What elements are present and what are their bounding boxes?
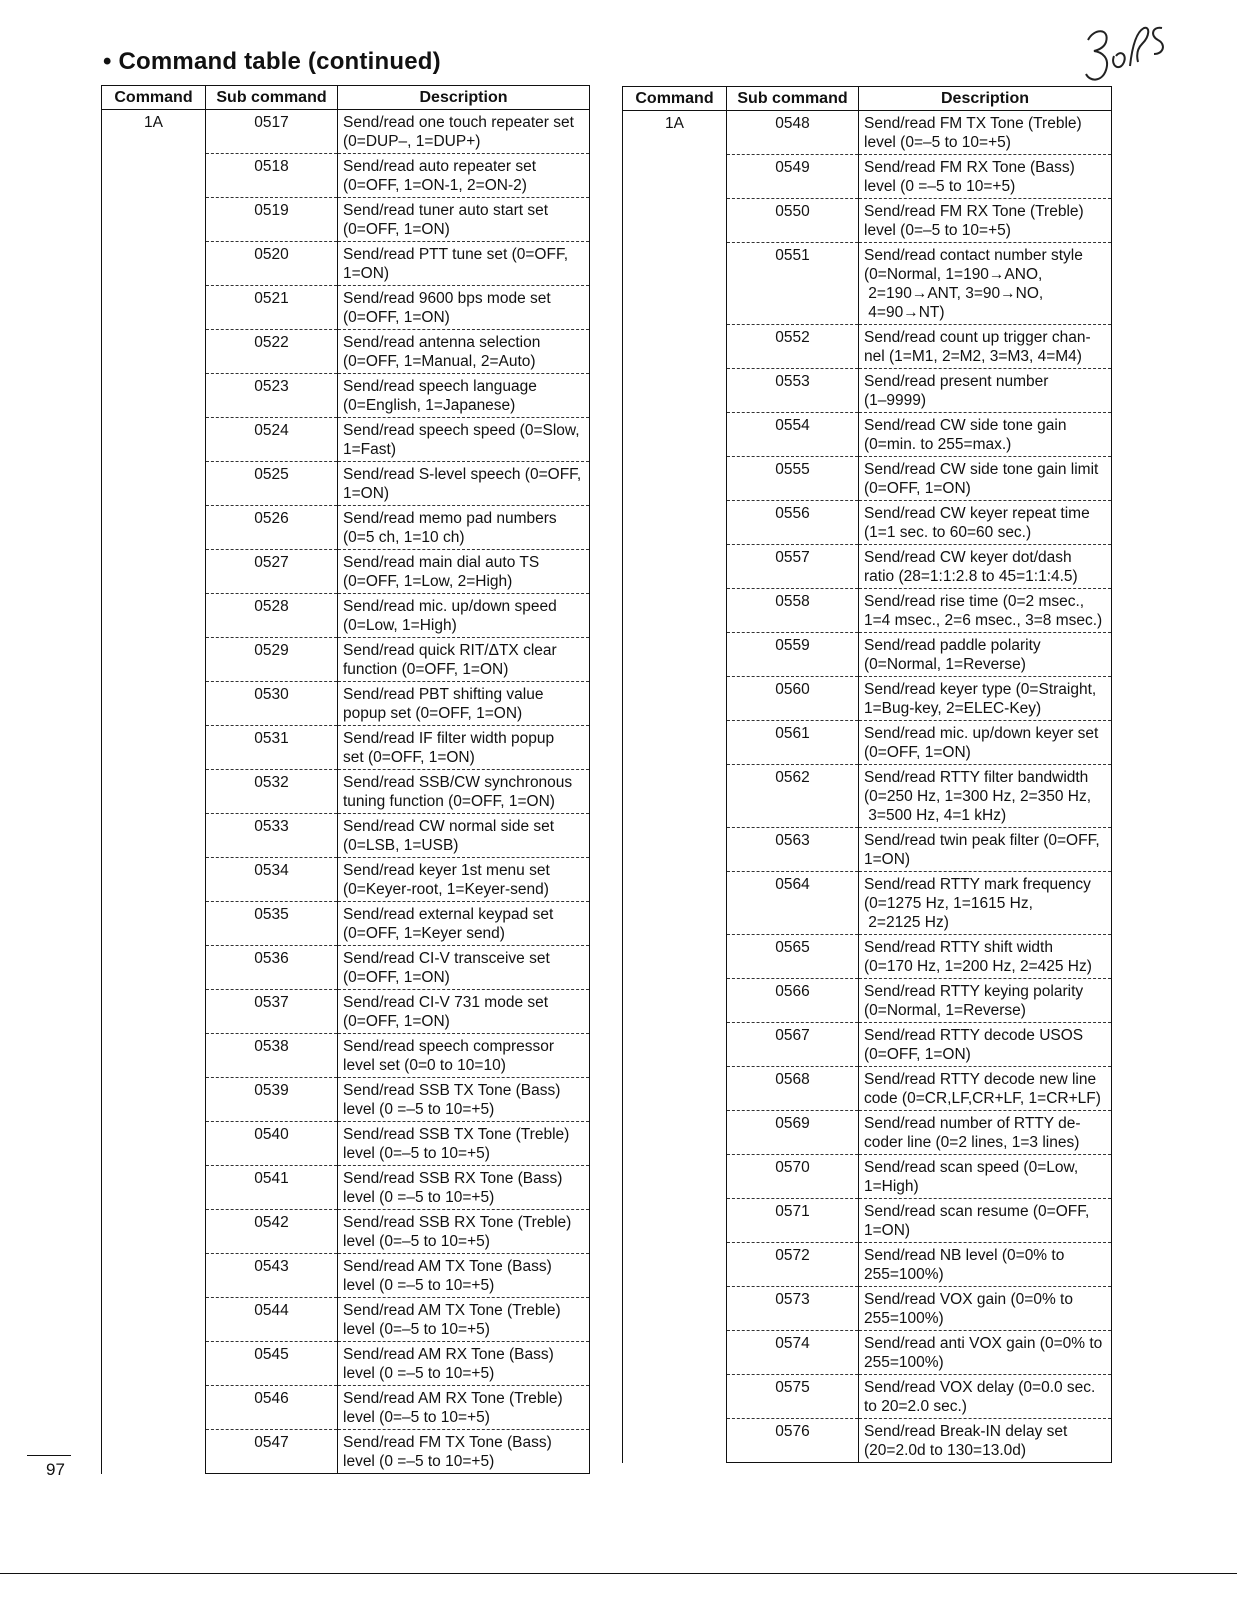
sub-command-cell: 0533: [206, 814, 338, 858]
sub-command-cell: 0534: [206, 858, 338, 902]
table-row: [102, 110, 590, 154]
sub-command-cell: 0562: [727, 765, 859, 828]
description-cell: Send/read SSB RX Tone (Treble) level (0=–5 to 10=+5): [338, 1210, 590, 1254]
description-cell: Send/read SSB/CW synchronous tuning function (0=OFF, 1=ON): [338, 770, 590, 814]
handwritten-page-mark: [1080, 18, 1175, 90]
header-command: Command: [623, 87, 727, 111]
description-cell: Send/read RTTY decode new line code (0=CR,LF,CR+LF, 1=CR+LF): [859, 1067, 1112, 1111]
sub-command-cell: 0521: [206, 286, 338, 330]
table-row: [623, 111, 1112, 155]
description-cell: Send/read AM RX Tone (Bass) level (0 =–5 to 10=+5): [338, 1342, 590, 1386]
sub-command-cell: 0544: [206, 1298, 338, 1342]
header-command: Command: [102, 86, 206, 110]
sub-command-cell: 0542: [206, 1210, 338, 1254]
description-cell: Send/read FM RX Tone (Treble) level (0=–5 to 10=+5): [859, 199, 1112, 243]
sub-command-cell: 0523: [206, 374, 338, 418]
description-cell: Send/read tuner auto start set (0=OFF, 1=ON): [338, 198, 590, 242]
page-number: 97: [27, 1455, 71, 1480]
sub-command-cell: 0517: [206, 110, 338, 154]
description-cell: Send/read SSB TX Tone (Bass) level (0 =–5 to 10=+5): [338, 1078, 590, 1122]
description-cell: Send/read external keypad set (0=OFF, 1=Keyer send): [338, 902, 590, 946]
sub-command-cell: 0524: [206, 418, 338, 462]
sub-command-cell: 0566: [727, 979, 859, 1023]
sub-command-cell: 0560: [727, 677, 859, 721]
description-cell: Send/read RTTY decode USOS (0=OFF, 1=ON): [859, 1023, 1112, 1067]
sub-command-cell: 0531: [206, 726, 338, 770]
description-cell: Send/read FM RX Tone (Bass) level (0 =–5 to 10=+5): [859, 155, 1112, 199]
sub-command-cell: 0536: [206, 946, 338, 990]
description-cell: Send/read present number (1–9999): [859, 369, 1112, 413]
description-cell: Send/read auto repeater set (0=OFF, 1=ON-1, 2=ON-2): [338, 154, 590, 198]
sub-command-cell: 0541: [206, 1166, 338, 1210]
description-cell: Send/read quick RIT/ΔTX clear function (0=OFF, 1=ON): [338, 638, 590, 682]
description-cell: Send/read S-level speech (0=OFF, 1=ON): [338, 462, 590, 506]
description-cell: Send/read number of RTTY de- coder line (0=2 lines, 1=3 lines): [859, 1111, 1112, 1155]
description-cell: Send/read CW side tone gain limit (0=OFF, 1=ON): [859, 457, 1112, 501]
description-cell: Send/read twin peak filter (0=OFF, 1=ON): [859, 828, 1112, 872]
description-cell: Send/read scan speed (0=Low, 1=High): [859, 1155, 1112, 1199]
sub-command-cell: 0547: [206, 1430, 338, 1474]
sub-command-cell: 0550: [727, 199, 859, 243]
table-header-row: [623, 87, 1112, 111]
description-cell: Send/read FM TX Tone (Bass) level (0 =–5 to 10=+5): [338, 1430, 590, 1474]
description-cell: Send/read scan resume (0=OFF, 1=ON): [859, 1199, 1112, 1243]
sub-command-cell: 0540: [206, 1122, 338, 1166]
description-cell: Send/read CI-V transceive set (0=OFF, 1=ON): [338, 946, 590, 990]
sub-command-cell: 0538: [206, 1034, 338, 1078]
sub-command-cell: 0545: [206, 1342, 338, 1386]
sub-command-cell: 0575: [727, 1375, 859, 1419]
sub-command-cell: 0548: [727, 111, 859, 155]
sub-command-cell: 0556: [727, 501, 859, 545]
description-cell: Send/read count up trigger chan- nel (1=M1, 2=M2, 3=M3, 4=M4): [859, 325, 1112, 369]
sub-command-cell: 0563: [727, 828, 859, 872]
description-cell: Send/read SSB TX Tone (Treble) level (0=–5 to 10=+5): [338, 1122, 590, 1166]
table-header-row: [102, 86, 590, 110]
description-cell: Send/read PBT shifting value popup set (0=OFF, 1=ON): [338, 682, 590, 726]
description-cell: Send/read mic. up/down speed (0=Low, 1=High): [338, 594, 590, 638]
description-cell: Send/read CW side tone gain (0=min. to 255=max.): [859, 413, 1112, 457]
sub-command-cell: 0546: [206, 1386, 338, 1430]
sub-command-cell: 0568: [727, 1067, 859, 1111]
description-cell: Send/read paddle polarity (0=Normal, 1=Reverse): [859, 633, 1112, 677]
sub-command-cell: 0539: [206, 1078, 338, 1122]
description-cell: Send/read CW keyer dot/dash ratio (28=1:1:2.8 to 45=1:1:4.5): [859, 545, 1112, 589]
sub-command-cell: 0530: [206, 682, 338, 726]
sub-command-cell: 0571: [727, 1199, 859, 1243]
sub-command-cell: 0576: [727, 1419, 859, 1463]
sub-command-cell: 0553: [727, 369, 859, 413]
description-cell: Send/read AM TX Tone (Bass) level (0 =–5 to 10=+5): [338, 1254, 590, 1298]
sub-command-cell: 0569: [727, 1111, 859, 1155]
description-cell: Send/read 9600 bps mode set (0=OFF, 1=ON): [338, 286, 590, 330]
description-cell: Send/read VOX gain (0=0% to 255=100%): [859, 1287, 1112, 1331]
sub-command-cell: 0573: [727, 1287, 859, 1331]
command-table-right: [622, 86, 1112, 1463]
sub-command-cell: 0570: [727, 1155, 859, 1199]
sub-command-cell: 0561: [727, 721, 859, 765]
description-cell: Send/read RTTY keying polarity (0=Normal, 1=Reverse): [859, 979, 1112, 1023]
description-cell: Send/read AM TX Tone (Treble) level (0=–5 to 10=+5): [338, 1298, 590, 1342]
sub-command-cell: 0518: [206, 154, 338, 198]
description-cell: Send/read RTTY filter bandwidth (0=250 Hz, 1=300 Hz, 2=350 Hz, 3=500 Hz, 4=1 kHz): [859, 765, 1112, 828]
sub-command-cell: 0529: [206, 638, 338, 682]
description-cell: Send/read CW keyer repeat time (1=1 sec. to 60=60 sec.): [859, 501, 1112, 545]
sub-command-cell: 0558: [727, 589, 859, 633]
header-description: Description: [338, 86, 590, 110]
description-cell: Send/read one touch repeater set (0=DUP–, 1=DUP+): [338, 110, 590, 154]
sub-command-cell: 0574: [727, 1331, 859, 1375]
page-title: • Command table (continued): [103, 48, 441, 75]
sub-command-cell: 0526: [206, 506, 338, 550]
sub-command-cell: 0567: [727, 1023, 859, 1067]
sub-command-cell: 0565: [727, 935, 859, 979]
description-cell: Send/read antenna selection (0=OFF, 1=Manual, 2=Auto): [338, 330, 590, 374]
sub-command-cell: 0555: [727, 457, 859, 501]
description-cell: Send/read memo pad numbers (0=5 ch, 1=10 ch): [338, 506, 590, 550]
bottom-divider: [0, 1573, 1237, 1574]
header-sub-command: Sub command: [727, 87, 859, 111]
description-cell: Send/read keyer type (0=Straight, 1=Bug-key, 2=ELEC-Key): [859, 677, 1112, 721]
description-cell: Send/read main dial auto TS (0=OFF, 1=Low, 2=High): [338, 550, 590, 594]
sub-command-cell: 0525: [206, 462, 338, 506]
description-cell: Send/read RTTY shift width (0=170 Hz, 1=200 Hz, 2=425 Hz): [859, 935, 1112, 979]
sub-command-cell: 0522: [206, 330, 338, 374]
description-cell: Send/read speech compressor level set (0=0 to 10=10): [338, 1034, 590, 1078]
description-cell: Send/read CI-V 731 mode set (0=OFF, 1=ON): [338, 990, 590, 1034]
description-cell: Send/read Break-IN delay set (20=2.0d to 130=13.0d): [859, 1419, 1112, 1463]
description-cell: Send/read RTTY mark frequency (0=1275 Hz, 1=1615 Hz, 2=2125 Hz): [859, 872, 1112, 935]
sub-command-cell: 0528: [206, 594, 338, 638]
sub-command-cell: 0554: [727, 413, 859, 457]
description-cell: Send/read AM RX Tone (Treble) level (0=–5 to 10=+5): [338, 1386, 590, 1430]
description-cell: Send/read PTT tune set (0=OFF, 1=ON): [338, 242, 590, 286]
header-sub-command: Sub command: [206, 86, 338, 110]
description-cell: Send/read mic. up/down keyer set (0=OFF, 1=ON): [859, 721, 1112, 765]
command-cell: 1A: [623, 111, 727, 1463]
description-cell: Send/read keyer 1st menu set (0=Keyer-root, 1=Keyer-send): [338, 858, 590, 902]
description-cell: Send/read rise time (0=2 msec., 1=4 msec., 2=6 msec., 3=8 msec.): [859, 589, 1112, 633]
sub-command-cell: 0527: [206, 550, 338, 594]
table-body-left: [102, 110, 590, 1474]
description-cell: Send/read VOX delay (0=0.0 sec. to 20=2.0 sec.): [859, 1375, 1112, 1419]
sub-command-cell: 0532: [206, 770, 338, 814]
sub-command-cell: 0557: [727, 545, 859, 589]
command-table-left: [101, 85, 590, 1474]
sub-command-cell: 0552: [727, 325, 859, 369]
description-cell: Send/read speech language (0=English, 1=Japanese): [338, 374, 590, 418]
description-cell: Send/read IF filter width popup set (0=OFF, 1=ON): [338, 726, 590, 770]
command-cell: 1A: [102, 110, 206, 1474]
sub-command-cell: 0549: [727, 155, 859, 199]
sub-command-cell: 0519: [206, 198, 338, 242]
description-cell: Send/read anti VOX gain (0=0% to 255=100%): [859, 1331, 1112, 1375]
sub-command-cell: 0543: [206, 1254, 338, 1298]
sub-command-cell: 0564: [727, 872, 859, 935]
description-cell: Send/read CW normal side set (0=LSB, 1=USB): [338, 814, 590, 858]
sub-command-cell: 0520: [206, 242, 338, 286]
header-description: Description: [859, 87, 1112, 111]
sub-command-cell: 0559: [727, 633, 859, 677]
sub-command-cell: 0537: [206, 990, 338, 1034]
description-cell: Send/read speech speed (0=Slow, 1=Fast): [338, 418, 590, 462]
sub-command-cell: 0551: [727, 243, 859, 325]
description-cell: Send/read SSB RX Tone (Bass) level (0 =–5 to 10=+5): [338, 1166, 590, 1210]
table-body-right: [623, 111, 1112, 1463]
description-cell: Send/read NB level (0=0% to 255=100%): [859, 1243, 1112, 1287]
description-cell: Send/read contact number style (0=Normal, 1=190→ANO, 2=190→ANT, 3=90→NO, 4=90→NT): [859, 243, 1112, 325]
sub-command-cell: 0535: [206, 902, 338, 946]
sub-command-cell: 0572: [727, 1243, 859, 1287]
description-cell: Send/read FM TX Tone (Treble) level (0=–5 to 10=+5): [859, 111, 1112, 155]
